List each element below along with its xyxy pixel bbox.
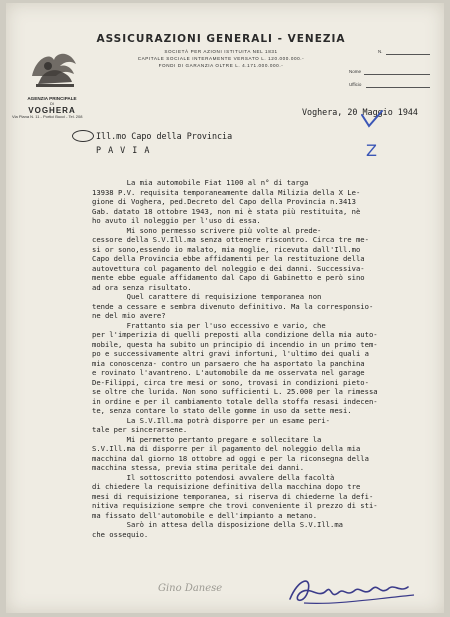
- faint-signature: Gino Danese: [158, 583, 223, 594]
- winged-lion-logo: [26, 46, 82, 90]
- body-line: ne del mio avere?: [92, 311, 166, 320]
- handwritten-margin-mark: Z: [366, 141, 377, 160]
- body-line: si or sono,essendo io malato, mia moglie, ricevuta dall'Ill.mo: [92, 244, 361, 254]
- body-line: ho avuto il noleggio per l'uso di essa.: [92, 216, 261, 225]
- body-line: Mi sono permesso scrivere più volte al prede-: [92, 225, 322, 235]
- body-line: Mi permetto pertanto pregare e sollecitare la: [92, 434, 322, 444]
- body-line: ma fissato dell'automobile e dell'impianto a metano.: [92, 510, 318, 520]
- body-line: e rovinato l'avantreno. L'automobile da me osservata nel garage: [92, 368, 365, 377]
- body-line: Sarò in attesa della disposizione della S.V.Ill.ma: [92, 520, 343, 529]
- field-name-label: Nome: [349, 69, 362, 74]
- letterhead-line-3: FONDI DI GARANZIA OLTRE L. 4.171.000.000.-: [158, 63, 284, 68]
- body-line: mobile, questa ha subito un principio di incendio in un primo tem-: [92, 339, 378, 349]
- body-line: per l'imperizia di quelli preposti alla condizione della mia auto-: [92, 330, 378, 339]
- body-line: di chiedere la requisizione definitiva della macchina dopo tre: [92, 482, 361, 491]
- body-line: mesi di requisizione temporanea, si riserva di chiederne la defi-: [92, 491, 374, 501]
- field-n-rule: [386, 54, 430, 55]
- body-line: Il sottoscritto potendosi avvalere della facoltà: [92, 472, 335, 482]
- body-line: te, senza contare lo stato delle gomme in uso da sette mesi.: [92, 406, 352, 415]
- received-stamp: [72, 130, 94, 142]
- body-line: in ordine e per il cambiamento totale della stoffa resasi indecen-: [92, 396, 378, 406]
- body-line: De-Filippi, circa tre mesi or sono, trovasi in condizioni pietο-: [92, 377, 369, 387]
- field-name-rule: [364, 74, 430, 75]
- body-line: ad ora senza risultato.: [92, 282, 192, 292]
- body-line: cessore della S.V.Ill.ma senza ottenere riscontro. Circa tre me-: [92, 235, 369, 244]
- addressee-line-2: P A V I A: [96, 145, 151, 155]
- body-line: 13938 P.V. requisita temporaneamente dalla Milizia della X Le-: [92, 187, 361, 197]
- addressee-line-1: Ill.mo Capo della Provincia: [96, 131, 233, 141]
- body-line: gione di Voghera, ped.Decreto del Capo della Provincia n.3413: [92, 197, 356, 206]
- field-office-label: Ufficio: [349, 82, 362, 87]
- letter-body: [92, 178, 437, 539]
- body-line: S.V.Ill.ma di disporre per il pagamento del noleggio della mia: [92, 444, 361, 453]
- body-line: po e successivamente altri gravi infortuni, l'ultimo dei quali a: [92, 349, 369, 358]
- body-line: se oltre che lurida. Non sono sufficienti L. 25.000 per la rimessa: [92, 387, 378, 396]
- body-line: tale per sincerarsene.: [92, 425, 188, 434]
- body-line: mente ebbe eguale affidamento dal Capo di Gabinetto e però sino: [92, 273, 365, 282]
- body-line: macchina dal giorno 18 ottobre ad oggi e per la riconsegna della: [92, 453, 369, 463]
- letter-sheet: [6, 3, 444, 613]
- body-line: Capo della Provincia ebbe affidamenti per la restituzione della: [92, 254, 365, 263]
- body-line: Gab. datato 18 ottobre 1943, non mi è stata più restituita, nè: [92, 206, 361, 216]
- agency-label: AGENZIA PRINCIPALE: [27, 96, 77, 101]
- letterhead-line-2: CAPITALE SOCIALE INTERAMENTE VERSATO L. 120.000.000.-: [137, 56, 305, 61]
- letterhead-line-1: SOCIETÀ PER AZIONI ISTITUITA NEL 1831: [164, 49, 278, 54]
- handwritten-signature: [284, 569, 424, 609]
- body-line: mia conoscenza- contro un parsaero che ha asportato la panchina: [92, 358, 365, 368]
- agency-city: VOGHERA: [28, 106, 76, 115]
- field-office-rule: [366, 87, 430, 88]
- body-line: autovettura col pagamento del noleggio e dei danni. Successiva-: [92, 263, 365, 273]
- body-line: La mia automobile Fiat 1100 al n° di targa: [92, 178, 309, 187]
- field-n-label: N.: [378, 49, 383, 54]
- company-name: ASSICURAZIONI GENERALI - VENEZIA: [96, 33, 346, 45]
- body-line: che ossequio.: [92, 529, 149, 539]
- agency-di: DI: [50, 102, 54, 106]
- body-line: nitiva requisizione sempre che trovi conveniente il prezzo di sti-: [92, 501, 378, 510]
- agency-address: Via Plana N. 11 - Portici Bucci - Tel. 208: [12, 114, 83, 119]
- body-line: Quel carattere di requisizione temporanea non: [92, 292, 322, 301]
- body-line: tende a cessare e sembra divenuto definitivo. Ma la corresponsio-: [92, 301, 374, 311]
- place-date: Voghera, 20 Maggio 1944: [302, 107, 418, 117]
- body-line: macchina stessa, previa stima peritale dei danni.: [92, 463, 305, 472]
- body-line: Frattanto sia per l'uso eccessivo e vario, che: [92, 320, 326, 330]
- body-line: La S.V.Ill.ma potrà disporre per un esame peri-: [92, 415, 330, 425]
- blue-checkmark: [360, 109, 384, 129]
